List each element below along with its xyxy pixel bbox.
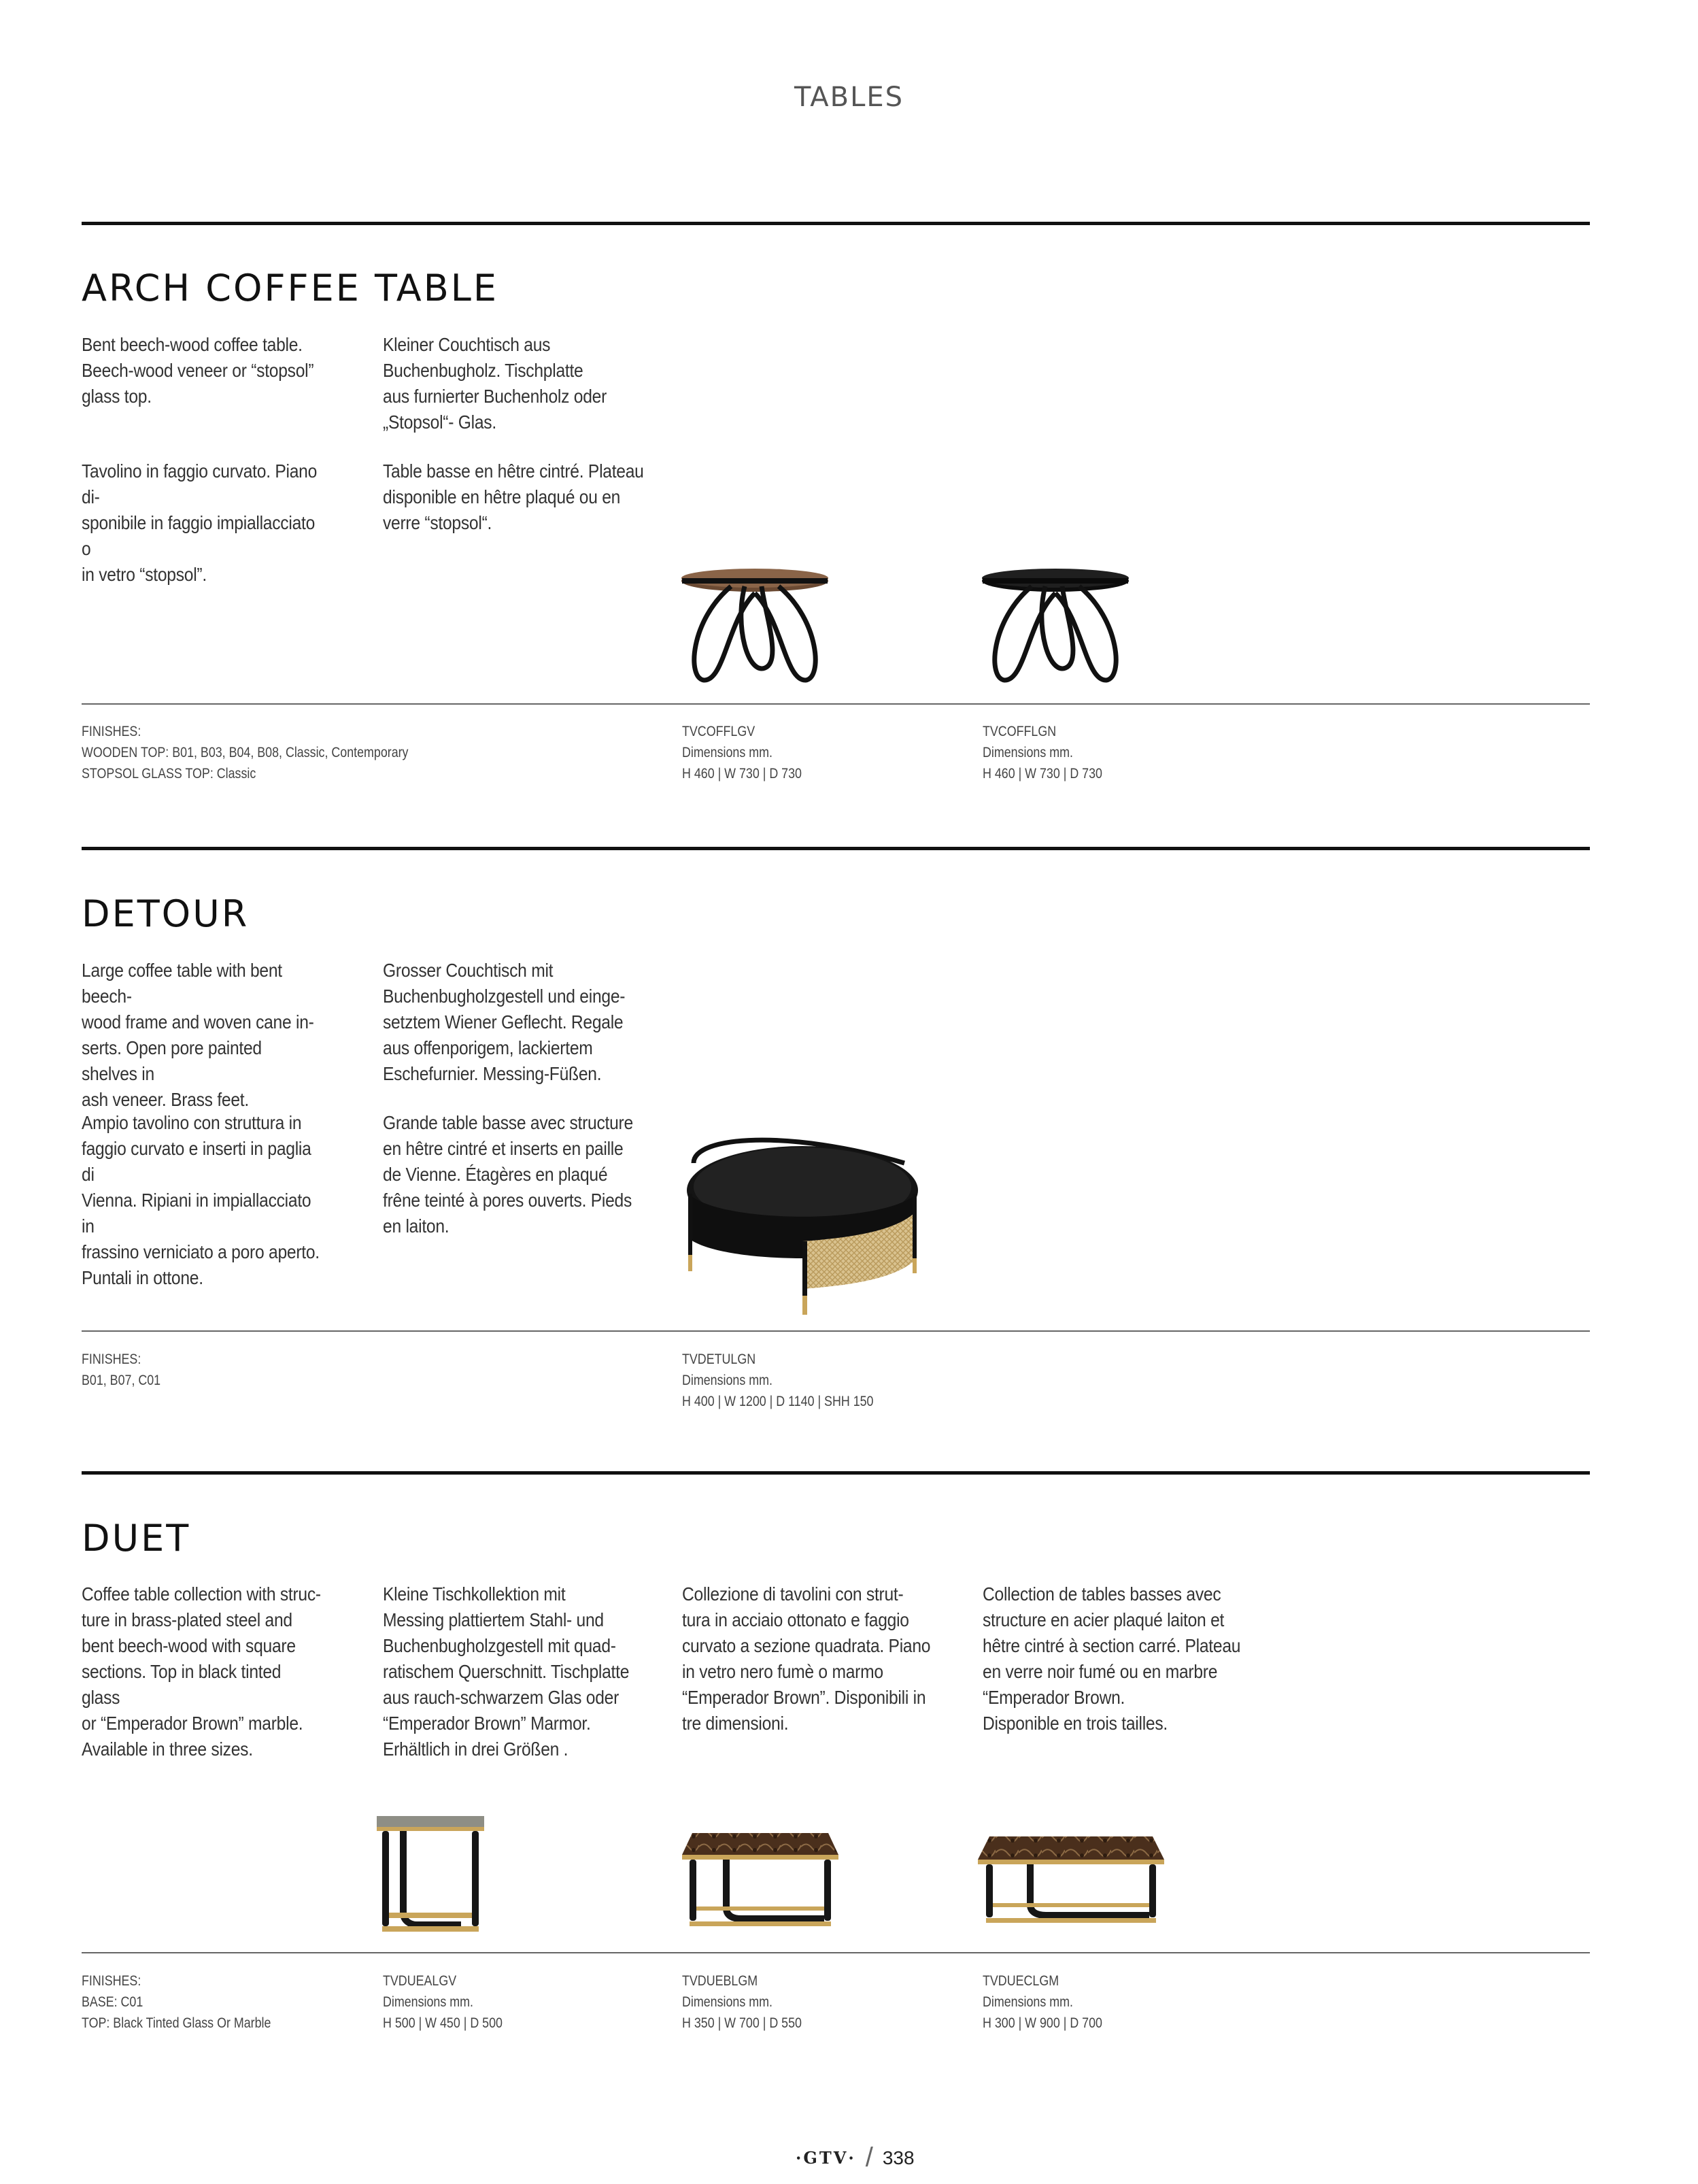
description-it: Collezione di tavolini con strut- tura in acciaio ottonato e faggio curvato a sezione quadrata. Piano in vetro nero fumè o marmo “Emperador Brown”. Disponibili in tre dimensioni.: [682, 1583, 931, 1734]
description-en: Large coffee table with bent beech- wood frame and woven cane in- serts. Open pore painted shelves in ash veneer. Brass feet.: [82, 960, 314, 1110]
finishes-arch: FINISHES: WOODEN TOP: B01, B03, B04, B08, Classic, Contemporary STOPSOL GLASS TOP: Classic: [82, 724, 409, 782]
variant-spec: TVDUEALGV Dimensions mm. H 500 | W 450 | D 500: [383, 1973, 503, 2031]
variant-spec: TVDUECLGM Dimensions mm. H 300 | W 900 | D 700: [983, 1973, 1102, 2031]
finishes-duet: FINISHES: BASE: C01 TOP: Black Tinted Glass Or Marble: [82, 1973, 271, 2031]
description-de: Grosser Couchtisch mit Buchenbugholzgestell und einge- setztem Wiener Geflecht. Regale aus offenporigem, lackiertem Eschefurnier. Messing-Füßen.: [383, 960, 626, 1084]
section-divider: [82, 222, 1590, 225]
description-fr: Grande table basse avec structure en hêtre cintré et inserts en paille de Vienne. Étagères en plaqué frêne teinté à pores ouverts. Pieds en laiton.: [383, 1112, 633, 1237]
variant-spec: TVCOFFLGV Dimensions mm. H 460 | W 730 | D 730: [682, 724, 802, 782]
description-fr: Collection de tables basses avec structure en acier plaqué laiton et hêtre cintré à section carré. Plateau en verre noir fumé ou en marbre “Emperador Brown. Disponible en trois tailles.: [983, 1583, 1241, 1734]
variant-spec: TVCOFFLGN Dimensions mm. H 460 | W 730 | D 730: [983, 724, 1102, 782]
variant-spec: TVDETULGN Dimensions mm. H 400 | W 1200 | D 1140 | SHH 150: [682, 1351, 874, 1409]
spec-divider: [82, 703, 1590, 705]
product-title-arch: ARCH COFFEE TABLE: [82, 267, 498, 309]
description-it: Tavolino in faggio curvato. Piano di- sponibile in faggio impiallacciato o in vetro “stopsol”.: [82, 460, 318, 585]
category-heading: TABLES: [794, 82, 904, 113]
page-footer: [796, 2143, 915, 2173]
product-image-duet-c: [972, 1830, 1170, 1928]
product-image-duet-b: [679, 1826, 842, 1932]
description-de: Kleiner Couchtisch aus Buchenbugholz. Tischplatte aus furnierter Buchenholz oder „Stopsol“- Glas.: [383, 334, 607, 433]
product-title-duet: DUET: [82, 1517, 191, 1560]
product-image-arch-black: [977, 566, 1134, 688]
product-title-detour: DETOUR: [82, 892, 250, 935]
product-image-arch-wood: [677, 566, 833, 688]
description-it: Ampio tavolino con struttura in faggio curvato e inserti in paglia di Vienna. Ripiani in impiallacciato in frassino verniciato a poro aperto. Puntali in ottone.: [82, 1112, 320, 1288]
section-divider: [82, 847, 1590, 850]
description-en: Coffee table collection with struc- ture in brass-plated steel and bent beech-wood with square sections. Top in black tinted glass or “Emperador Brown” marble. Available in three sizes.: [82, 1583, 321, 1760]
spec-divider: [82, 1952, 1590, 1953]
spec-divider: [82, 1330, 1590, 1332]
product-image-detour: [680, 1122, 925, 1320]
description-fr: Table basse en hêtre cintré. Plateau disponible en hêtre plaqué ou en verre “stopsol“.: [383, 460, 644, 533]
finishes-detour: FINISHES: B01, B07, C01: [82, 1351, 161, 1388]
section-divider: [82, 1471, 1590, 1475]
footer-separator: /: [865, 2143, 873, 2172]
product-image-duet-a: [373, 1811, 488, 1940]
page-number: 338: [882, 2147, 915, 2168]
description-de: Kleine Tischkollektion mit Messing plattiertem Stahl- und Buchenbugholzgestell mit quad- ratischem Querschnitt. Tischplatte aus rauch-schwarzem Glas oder “Emperador Brown” Marmor. Erhältlich in drei Größen .: [383, 1583, 630, 1760]
brand-logo: ·GTV·: [796, 2148, 856, 2168]
variant-spec: TVDUEBLGM Dimensions mm. H 350 | W 700 | D 550: [682, 1973, 802, 2031]
description-en: Bent beech-wood coffee table. Beech-wood veneer or “stopsol” glass top.: [82, 334, 314, 407]
